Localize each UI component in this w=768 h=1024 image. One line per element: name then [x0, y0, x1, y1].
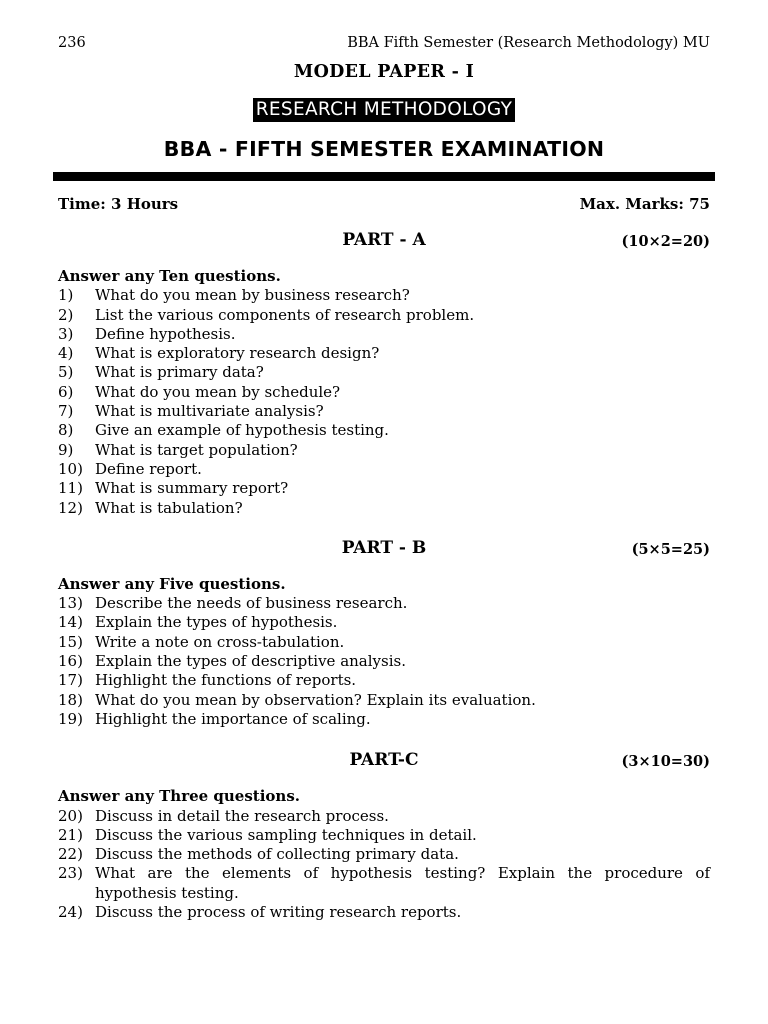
question-text: Discuss in detail the research process. [95, 806, 389, 825]
question-text: Discuss the various sampling techniques in detail. [95, 825, 477, 844]
question-text: Discuss the process of writing research reports. [95, 903, 462, 922]
question-text: Highlight the importance of scaling. [95, 709, 371, 728]
running-title: BBA Fifth Semester (Research Methodology) MU [347, 35, 710, 51]
part-title: PART-C [349, 750, 419, 771]
question-number: 1) [58, 286, 74, 305]
part-a-section [58, 227, 710, 518]
part-marks: (10×2=20) [621, 233, 710, 250]
question-item [58, 710, 710, 729]
running-header [58, 32, 710, 54]
question-item [58, 826, 710, 845]
question-number: 17) [58, 671, 83, 690]
question-text: Write a note on cross-tabulation. [95, 632, 345, 651]
question-text: Describe the needs of business research. [95, 594, 408, 613]
max-marks: Max. Marks: 75 [579, 195, 710, 213]
question-number: 11) [58, 479, 83, 498]
question-item [58, 903, 710, 922]
question-number: 15) [58, 632, 83, 651]
question-number: 5) [58, 363, 74, 382]
question-item [58, 402, 710, 421]
question-item [58, 807, 710, 826]
question-item [58, 845, 710, 864]
question-item [58, 691, 710, 710]
question-number: 4) [58, 344, 74, 363]
question-text: What is tabulation? [95, 498, 243, 517]
subject-banner-wrap [58, 98, 710, 122]
question-item [58, 864, 710, 903]
part-instruction: Answer any Ten questions. [58, 267, 281, 285]
question-text: Give an example of hypothesis testing. [95, 421, 389, 440]
part-instruction: Answer any Three questions. [58, 787, 300, 806]
question-list [58, 286, 710, 518]
question-item [58, 594, 710, 613]
part-instruction: Answer any Five questions. [58, 574, 286, 593]
question-item [58, 499, 710, 518]
question-item [58, 306, 710, 325]
question-number: 9) [58, 440, 74, 459]
question-number: 16) [58, 652, 83, 671]
part-c-section [58, 747, 710, 922]
title-divider [53, 172, 715, 181]
question-text: Explain the types of hypothesis. [95, 613, 338, 632]
part-header [58, 747, 710, 773]
question-text: What do you mean by schedule? [95, 382, 341, 401]
question-number: 18) [58, 690, 83, 709]
model-paper-title: MODEL PAPER - I [293, 62, 475, 82]
question-text: Explain the types of descriptive analysis. [95, 652, 406, 671]
question-list [58, 594, 710, 729]
time-allowed: Time: 3 Hours [58, 195, 179, 213]
question-text: What is exploratory research design? [95, 344, 380, 363]
subject-banner: RESEARCH METHODOLOGY [253, 98, 515, 122]
exam-paper-page [58, 32, 710, 922]
question-text: List the various components of research problem. [95, 305, 475, 324]
question-text: What do you mean by observation? Explain its evaluation. [95, 690, 536, 709]
question-number: 22) [58, 845, 83, 864]
question-item [58, 633, 710, 652]
part-header [58, 535, 710, 561]
page-number: 236 [58, 35, 86, 51]
question-text: Discuss the methods of collecting primary data. [95, 845, 459, 864]
question-number: 10) [58, 459, 83, 478]
question-list [58, 807, 710, 923]
question-item [58, 652, 710, 671]
question-item [58, 383, 710, 402]
question-number: 13) [58, 594, 83, 613]
question-text: Highlight the functions of reports. [95, 671, 357, 690]
exam-meta [58, 193, 710, 215]
question-number: 14) [58, 613, 83, 632]
question-number: 2) [58, 305, 74, 324]
question-number: 6) [58, 382, 74, 401]
question-number: 21) [58, 825, 83, 844]
question-item [58, 286, 710, 305]
question-text: What is target population? [95, 440, 298, 459]
question-number: 8) [58, 421, 74, 440]
part-marks: (3×10=30) [621, 753, 710, 771]
question-text: What is summary report? [95, 479, 289, 498]
question-item [58, 671, 710, 690]
question-number: 12) [58, 498, 83, 517]
question-item [58, 363, 710, 382]
question-text: What is primary data? [95, 363, 264, 382]
question-item [58, 460, 710, 479]
question-number: 20) [58, 806, 83, 825]
question-number: 23) [58, 864, 83, 883]
exam-title: BBA - FIFTH SEMESTER EXAMINATION [163, 137, 605, 161]
part-marks: (5×5=25) [631, 540, 710, 558]
question-item [58, 613, 710, 632]
question-item [58, 421, 710, 440]
part-title: PART - B [341, 537, 427, 558]
part-header [58, 227, 710, 253]
question-text: Define hypothesis. [95, 324, 236, 343]
question-item [58, 344, 710, 363]
question-number: 3) [58, 324, 74, 343]
question-number: 7) [58, 402, 74, 421]
question-item [58, 441, 710, 460]
question-text: What are the elements of hypothesis testing? Explain the procedure of hypothesis testing. [95, 864, 710, 902]
question-item [58, 479, 710, 498]
part-b-section [58, 535, 710, 729]
question-number: 24) [58, 903, 83, 922]
question-text: Define report. [95, 459, 202, 478]
part-title: PART - A [342, 230, 426, 250]
question-number: 19) [58, 709, 83, 728]
question-item [58, 325, 710, 344]
question-text: What is multivariate analysis? [95, 402, 324, 421]
question-text: What do you mean by business research? [95, 286, 410, 305]
